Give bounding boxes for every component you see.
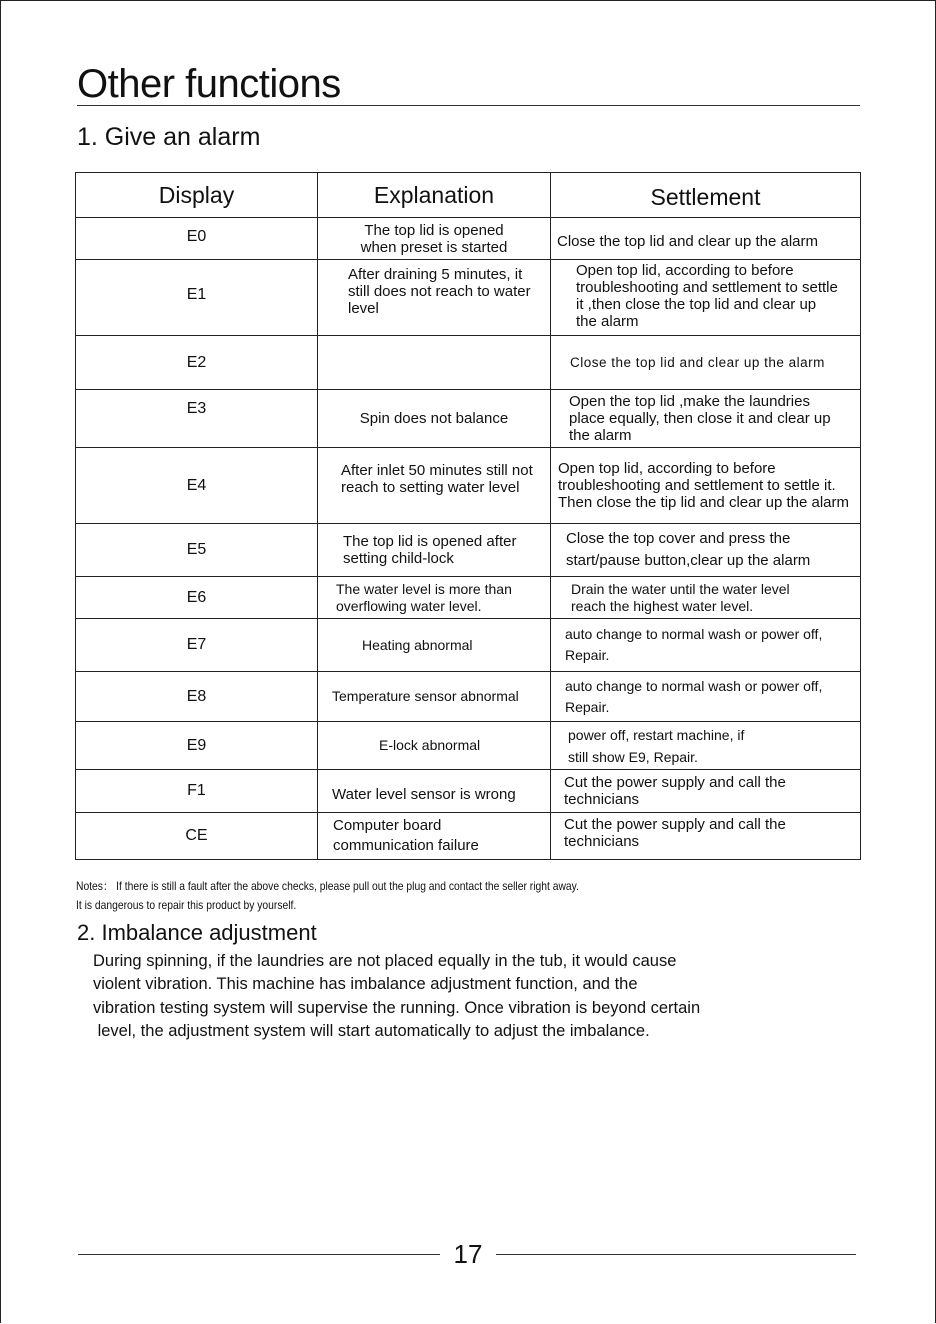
settlement-cell: Cut the power supply and call the technicians: [551, 813, 861, 860]
explanation-cell: Heating abnormal: [318, 619, 551, 672]
settlement-cell: Open top lid, according to before troubleshooting and settlement to settle it ,then close the top lid and clear up the alarm: [551, 260, 861, 336]
code-cell: E3: [76, 390, 318, 448]
explanation-cell: [318, 218, 551, 260]
settlement-cell: Drain the water until the water level reach the highest water level.: [551, 577, 861, 619]
table-row: [76, 218, 861, 260]
table-row: [76, 813, 861, 860]
explanation-text: The top lid is opened when preset is started: [360, 221, 508, 256]
code-cell: F1: [76, 770, 318, 813]
table-row: [76, 770, 861, 813]
notes-line-2: It is dangerous to repair this product by yourself.: [76, 898, 297, 912]
section-heading-alarm: 1. Give an alarm: [77, 123, 261, 151]
settlement-cell: Open the top lid ,make the laundries place equally, then close it and clear up the alarm: [551, 390, 861, 448]
explanation-cell: E-lock abnormal: [318, 722, 551, 770]
footer-rule-left: [78, 1254, 440, 1255]
explanation-cell: Spin does not balance: [318, 390, 551, 448]
explanation-cell: After draining 5 minutes, it still does not reach to water level: [318, 260, 551, 336]
page-title: Other functions: [77, 62, 341, 106]
footer-rule-right: [496, 1254, 856, 1255]
settlement-cell: Open top lid, according to before troubleshooting and settlement to settle it. Then close the tip lid and clear up the alarm: [551, 448, 861, 524]
code-cell: E2: [76, 336, 318, 390]
title-rule: [77, 105, 860, 106]
table-row: [76, 672, 861, 722]
table-row: [76, 448, 861, 524]
header-settlement: Settlement: [551, 173, 861, 218]
code-cell: CE: [76, 813, 318, 860]
explanation-cell: [318, 336, 551, 390]
imbalance-paragraph: [93, 950, 793, 1043]
settlement-cell: Cut the power supply and call the technicians: [551, 770, 861, 813]
code-cell: E0: [76, 218, 318, 260]
settlement-cell: Close the top cover and press the start/pause button,clear up the alarm: [551, 524, 861, 577]
code-cell: E7: [76, 619, 318, 672]
explanation-cell: The water level is more than overflowing water level.: [318, 577, 551, 619]
table-row: [76, 577, 861, 619]
paragraph-line: vibration testing system will supervise the running. Once vibration is beyond certain: [93, 998, 701, 1017]
code-cell: E5: [76, 524, 318, 577]
section-heading-imbalance: 2. Imbalance adjustment: [77, 920, 317, 945]
settlement-cell: Close the top lid and clear up the alarm: [551, 336, 861, 390]
paragraph-line: violent vibration. This machine has imbalance adjustment function, and the: [93, 975, 638, 994]
table-row: [76, 390, 861, 448]
explanation-cell: Water level sensor is wrong: [318, 770, 551, 813]
alarm-table: [75, 172, 861, 860]
table-row: [76, 336, 861, 390]
table-header-row: [76, 173, 861, 218]
table-row: [76, 619, 861, 672]
settlement-cell: auto change to normal wash or power off, Repair.: [551, 672, 861, 722]
code-cell: E9: [76, 722, 318, 770]
settlement-cell: Close the top lid and clear up the alarm: [551, 218, 861, 260]
table-row: [76, 722, 861, 770]
explanation-cell: The top lid is opened after setting child-lock: [318, 524, 551, 577]
paragraph-line: During spinning, if the laundries are not placed equally in the tub, it would cause: [93, 952, 677, 970]
notes: [76, 877, 579, 915]
code-cell: E4: [76, 448, 318, 524]
settlement-cell: auto change to normal wash or power off, Repair.: [551, 619, 861, 672]
paragraph-line: level, the adjustment system will start automatically to adjust the imbalance.: [93, 1021, 650, 1040]
table-row: [76, 260, 861, 336]
explanation-cell: After inlet 50 minutes still not reach to setting water level: [318, 448, 551, 524]
explanation-cell: Computer board communication failure: [318, 813, 551, 860]
code-cell: E6: [76, 577, 318, 619]
header-explanation: Explanation: [318, 173, 551, 218]
table-row: [76, 524, 861, 577]
settlement-cell: power off, restart machine, if still show E9, Repair.: [551, 722, 861, 770]
code-cell: E1: [76, 260, 318, 336]
notes-line-1: Notes： If there is still a fault after the above checks, please pull out the plug and contact the seller right away.: [76, 879, 579, 893]
page-number: 17: [453, 1239, 483, 1269]
header-display: Display: [76, 173, 318, 218]
explanation-cell: Temperature sensor abnormal: [318, 672, 551, 722]
code-cell: E8: [76, 672, 318, 722]
